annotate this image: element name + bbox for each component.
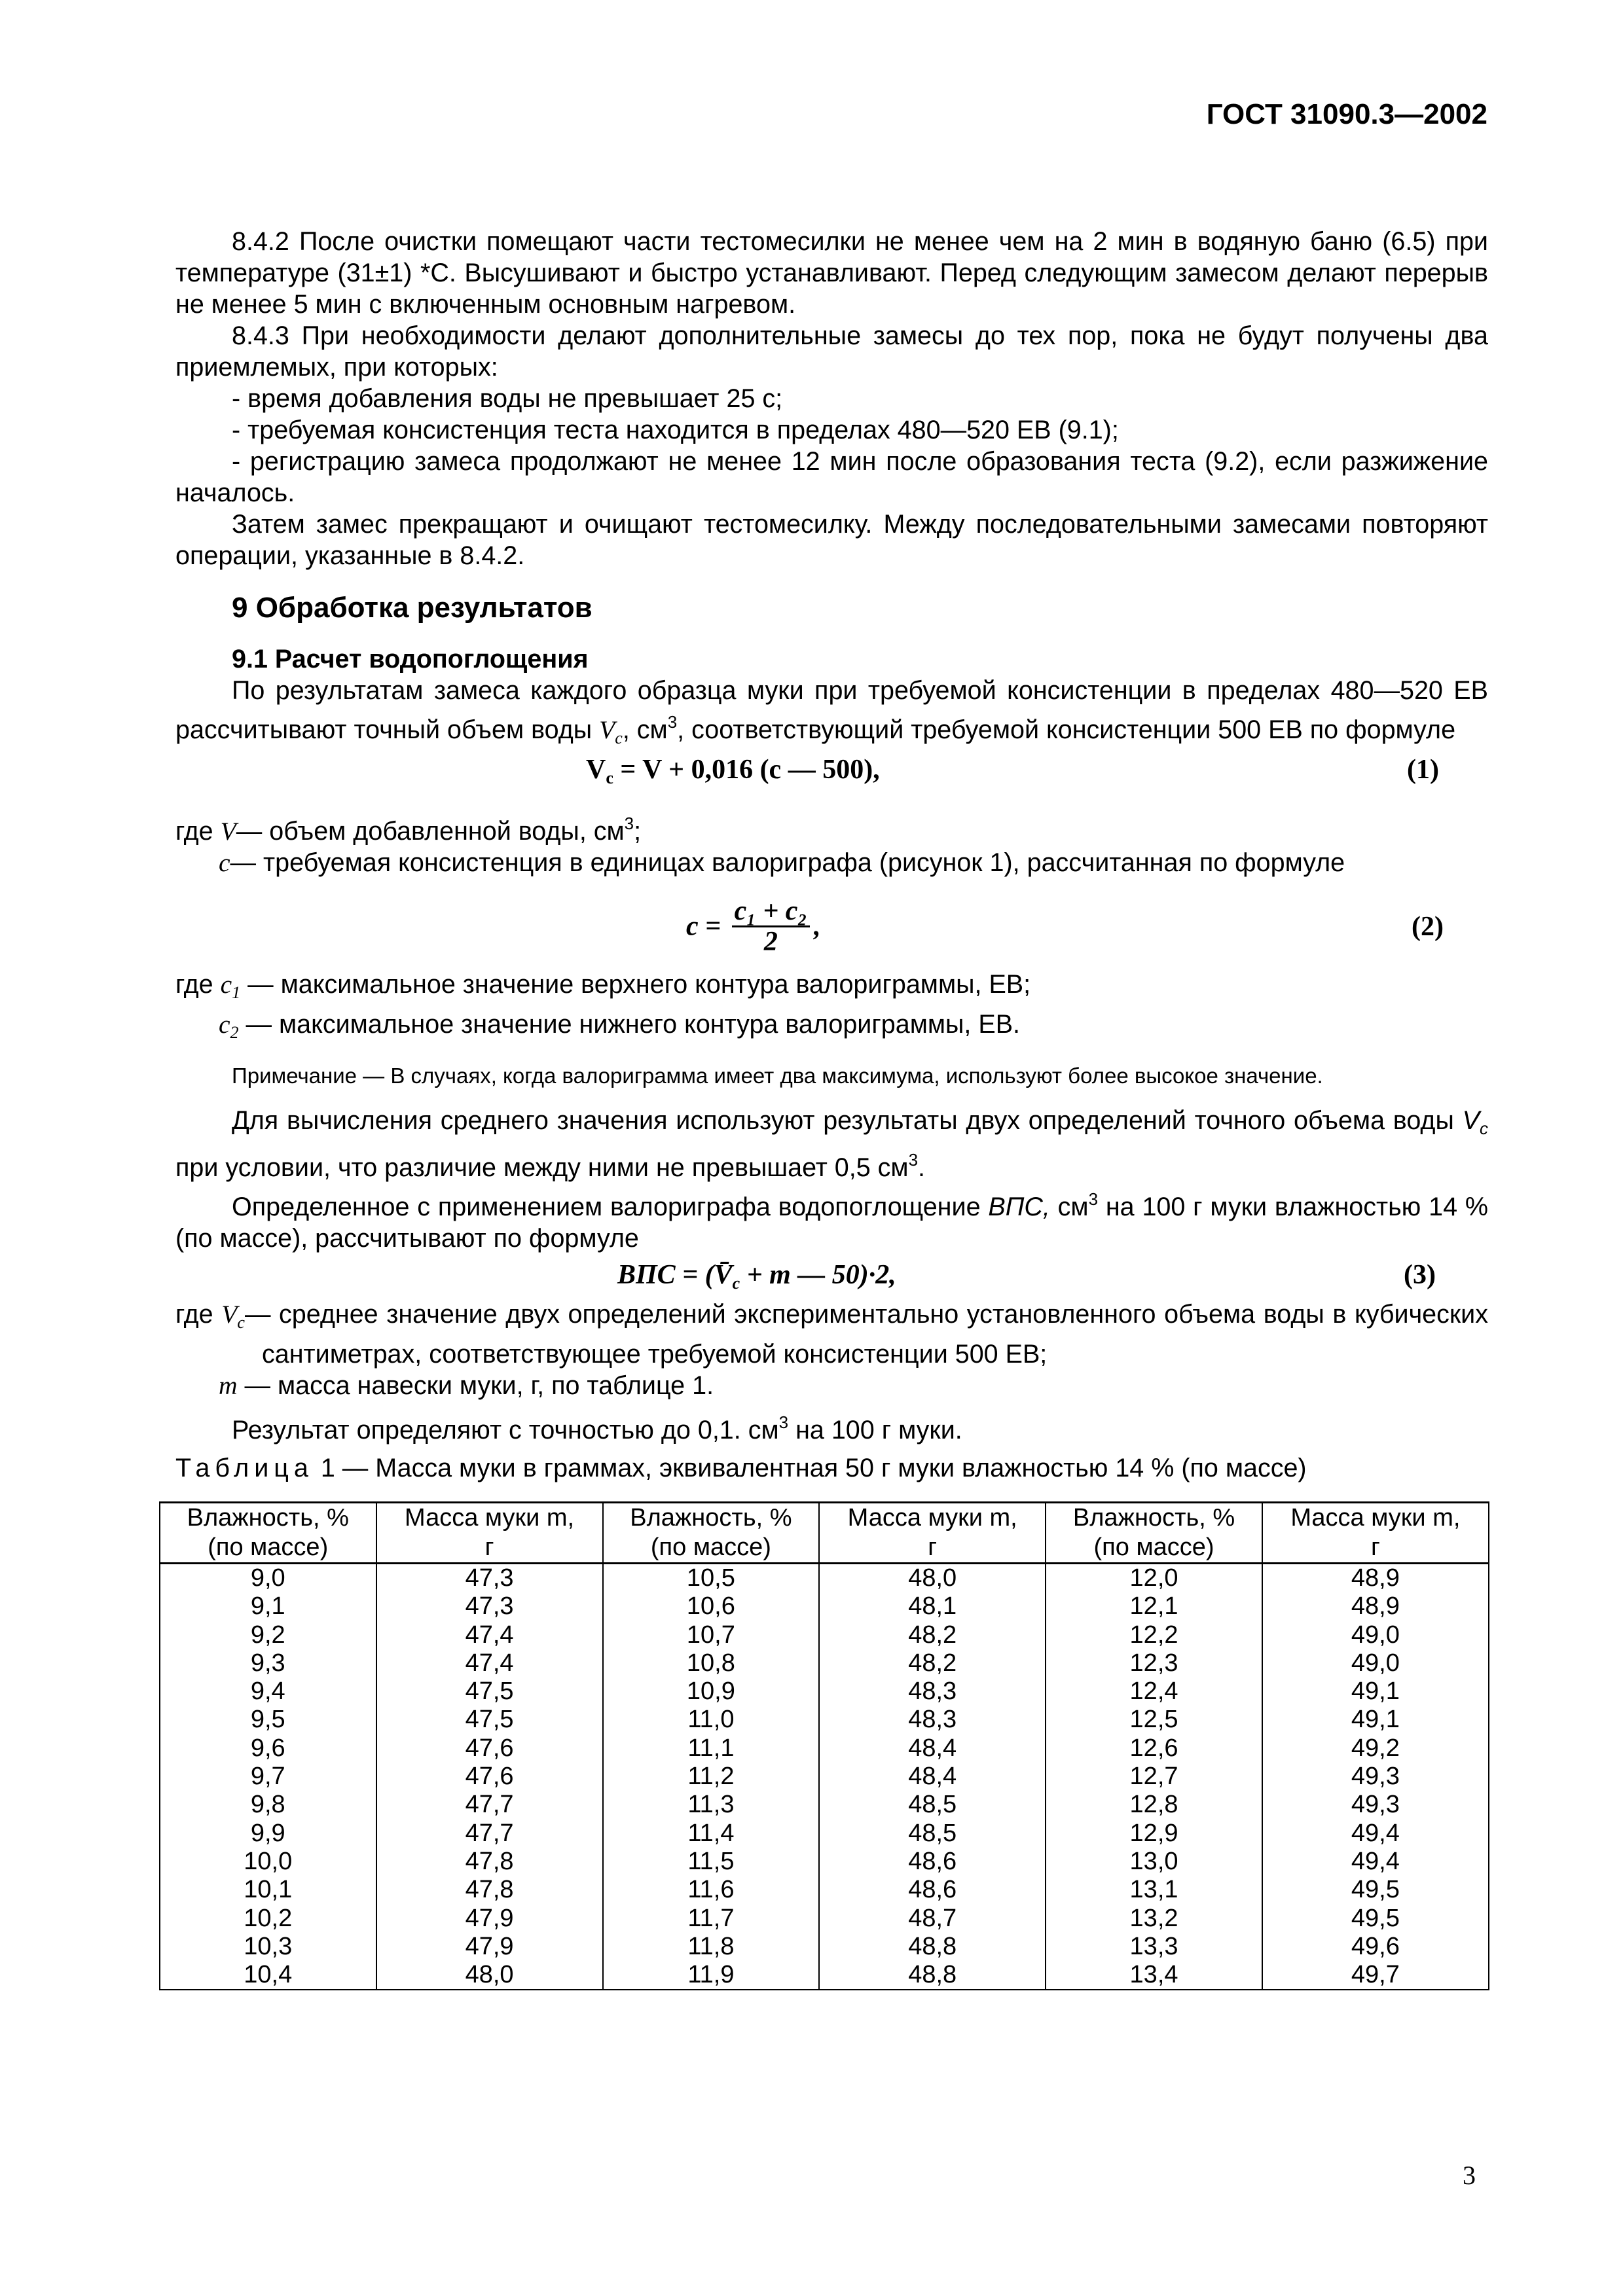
table-row bbox=[160, 1592, 1489, 1621]
table-cell: 10,1 bbox=[160, 1876, 376, 1904]
table-cell: 9,0 bbox=[160, 1564, 376, 1593]
table-cell: 48,4 bbox=[819, 1763, 1046, 1791]
table-row bbox=[160, 1649, 1489, 1677]
paragraph-mean: Для вычисления среднего значения используют результаты двух определений точного объема воды $V_c$ при условии, что различие между ними не превышает 0,5 $см^3$. bbox=[175, 1106, 1488, 1182]
table-cell: 48,0 bbox=[376, 1961, 603, 1990]
col-header: Масса муки m, г bbox=[1262, 1503, 1489, 1564]
col-header: Масса муки m, г bbox=[819, 1503, 1046, 1564]
table-cell: 48,9 bbox=[1262, 1564, 1489, 1593]
formula-3 bbox=[175, 1259, 1488, 1299]
col-header: Влажность, % (по массе) bbox=[1046, 1503, 1262, 1564]
table-cell: 12,1 bbox=[1046, 1592, 1262, 1621]
table-cell: 49,7 bbox=[1262, 1961, 1489, 1990]
table-cell: 49,3 bbox=[1262, 1763, 1489, 1791]
table-cell: 47,8 bbox=[376, 1848, 603, 1876]
table-cell: 11,7 bbox=[603, 1905, 820, 1933]
table-cell: 12,0 bbox=[1046, 1564, 1262, 1593]
table-cell: 10,0 bbox=[160, 1848, 376, 1876]
formula-1-expression: $V_c = V + 0,016$ (c — 500), bbox=[586, 755, 880, 787]
table-cell: 11,0 bbox=[603, 1706, 820, 1734]
table-cell: 13,1 bbox=[1046, 1876, 1262, 1904]
table-cell: 9,9 bbox=[160, 1820, 376, 1848]
table-cell: 48,6 bbox=[819, 1848, 1046, 1876]
table-cell: 10,9 bbox=[603, 1677, 820, 1706]
table-cell: 13,3 bbox=[1046, 1933, 1262, 1961]
table-cell: 9,5 bbox=[160, 1706, 376, 1734]
table-cell: 11,8 bbox=[603, 1933, 820, 1961]
formula-2-number: (2) bbox=[1412, 912, 1444, 942]
table-1 bbox=[159, 1501, 1489, 1990]
table-row bbox=[160, 1734, 1489, 1763]
table-row bbox=[160, 1848, 1489, 1876]
table-cell: 11,1 bbox=[603, 1734, 820, 1763]
table-cell: 47,3 bbox=[376, 1564, 603, 1593]
paragraph-8-4-2: 8.4.2 После очистки помещают части тестомесилки не менее чем на 2 мин в водяную баню (6.5) при температуре (31±1) *С. Высушивают и быстро устанавливают. Перед следующим замесом делают перерыв не менее 5 мин с включенным основным нагревом. bbox=[175, 227, 1488, 319]
table-cell: 48,5 bbox=[819, 1791, 1046, 1819]
table-row bbox=[160, 1621, 1489, 1649]
table-row bbox=[160, 1933, 1489, 1961]
table-cell: 12,2 bbox=[1046, 1621, 1262, 1649]
col-header: Масса муки m, г bbox=[376, 1503, 603, 1564]
formula-2 bbox=[175, 893, 1488, 965]
table-row bbox=[160, 1876, 1489, 1904]
table-row bbox=[160, 1677, 1489, 1706]
table-cell: 47,7 bbox=[376, 1791, 603, 1819]
table-cell: 48,4 bbox=[819, 1734, 1046, 1763]
formula-3-expression: ВПС = ($V̄_c + m$ — 50)·2, bbox=[617, 1260, 896, 1293]
where-c2: $c_2$ — максимальное значение нижнего контура валориграммы, ЕВ. bbox=[219, 1010, 1021, 1042]
table-cell: 9,4 bbox=[160, 1677, 376, 1706]
table-row bbox=[160, 1706, 1489, 1734]
table-cell: 48,6 bbox=[819, 1876, 1046, 1904]
table-cell: 49,6 bbox=[1262, 1933, 1489, 1961]
table-cell: 12,9 bbox=[1046, 1820, 1262, 1848]
table-cell: 12,8 bbox=[1046, 1791, 1262, 1819]
table-cell: 47,8 bbox=[376, 1876, 603, 1904]
table-cell: 48,9 bbox=[1262, 1592, 1489, 1621]
table-cell: 48,8 bbox=[819, 1933, 1046, 1961]
table-cell: 49,4 bbox=[1262, 1848, 1489, 1876]
table-cell: 11,4 bbox=[603, 1820, 820, 1848]
table-cell: 48,3 bbox=[819, 1706, 1046, 1734]
table-cell: 49,5 bbox=[1262, 1876, 1489, 1904]
table-cell: 47,5 bbox=[376, 1706, 603, 1734]
table-cell: 12,5 bbox=[1046, 1706, 1262, 1734]
table-cell: 47,3 bbox=[376, 1592, 603, 1621]
table-cell: 47,6 bbox=[376, 1734, 603, 1763]
table-cell: 10,3 bbox=[160, 1933, 376, 1961]
table-cell: 47,4 bbox=[376, 1621, 603, 1649]
table-cell: 47,9 bbox=[376, 1933, 603, 1961]
paragraph-8-4-3: 8.4.3 При необходимости делают дополнительные замесы до тех пор, пока не будут получены два приемлемых, при которых: bbox=[175, 321, 1488, 382]
table-cell: 47,4 bbox=[376, 1649, 603, 1677]
table-cell: 48,7 bbox=[819, 1905, 1046, 1933]
table-cell: 48,1 bbox=[819, 1592, 1046, 1621]
table-cell: 10,7 bbox=[603, 1621, 820, 1649]
formula-1 bbox=[175, 754, 1488, 793]
table-cell: 11,5 bbox=[603, 1848, 820, 1876]
table-cell: 49,0 bbox=[1262, 1621, 1489, 1649]
table-row bbox=[160, 1905, 1489, 1933]
table-row bbox=[160, 1564, 1489, 1593]
formula-3-number: (3) bbox=[1404, 1260, 1436, 1290]
table-cell: 49,5 bbox=[1262, 1905, 1489, 1933]
table-cell: 47,6 bbox=[376, 1763, 603, 1791]
table-cell: 9,6 bbox=[160, 1734, 376, 1763]
subsection-9-1-title: 9.1 Расчет водопоглощения bbox=[232, 645, 589, 673]
table-cell: 9,3 bbox=[160, 1649, 376, 1677]
table-cell: 13,0 bbox=[1046, 1848, 1262, 1876]
table-cell: 49,1 bbox=[1262, 1706, 1489, 1734]
section-9-title: 9 Обработка результатов bbox=[232, 592, 593, 624]
table-cell: 10,6 bbox=[603, 1592, 820, 1621]
col-header: Влажность, % (по массе) bbox=[160, 1503, 376, 1564]
where-c1: где $c_1$ — максимальное значение верхнего контура валориграммы, ЕВ; bbox=[175, 970, 1031, 1002]
formula-1-number: (1) bbox=[1407, 755, 1439, 785]
table-cell: 13,4 bbox=[1046, 1961, 1262, 1990]
table-cell: 11,2 bbox=[603, 1763, 820, 1791]
table-row bbox=[160, 1961, 1489, 1990]
table-cell: 9,1 bbox=[160, 1592, 376, 1621]
table-cell: 49,1 bbox=[1262, 1677, 1489, 1706]
table-cell: 48,2 bbox=[819, 1649, 1046, 1677]
paragraph-then: Затем замес прекращают и очищают тестомесилку. Между последовательными замесами повторяют операции, указанные в 8.4.2. bbox=[175, 510, 1488, 570]
where-m: m — масса навески муки, г, по таблице 1. bbox=[219, 1371, 714, 1400]
table-cell: 10,2 bbox=[160, 1905, 376, 1933]
table-cell: 9,8 bbox=[160, 1791, 376, 1819]
formula-2-expression: c = $\frac{\text{c₁ + c₂}}{2}$ , bbox=[686, 896, 821, 957]
table-cell: 9,7 bbox=[160, 1763, 376, 1791]
document-header-id: ГОСТ 31090.3—2002 bbox=[1206, 98, 1487, 130]
bullet-item: - регистрацию замеса продолжают не менее 12 мин после образования теста (9.2), если разжижение началось. bbox=[175, 447, 1488, 507]
table-cell: 10,8 bbox=[603, 1649, 820, 1677]
where-vc: где $V_c—$ среднее значение двух определений экспериментально установленного объема воды в кубических сантиметрах, соответствующее требуемой консистенции 500 ЕВ; bbox=[175, 1300, 1488, 1369]
table-header-row bbox=[160, 1503, 1489, 1564]
table-cell: 49,3 bbox=[1262, 1791, 1489, 1819]
where-c: c— требуемая консистенция в единицах валориграфа (рисунок 1), рассчитанная по формуле bbox=[219, 848, 1345, 877]
table-cell: 10,4 bbox=[160, 1961, 376, 1990]
table-cell: 48,3 bbox=[819, 1677, 1046, 1706]
table-cell: 11,9 bbox=[603, 1961, 820, 1990]
table-cell: 12,3 bbox=[1046, 1649, 1262, 1677]
table-cell: 11,6 bbox=[603, 1876, 820, 1904]
col-header: Влажность, % (по массе) bbox=[603, 1503, 820, 1564]
table-row bbox=[160, 1791, 1489, 1819]
table-cell: 47,5 bbox=[376, 1677, 603, 1706]
table-cell: 12,4 bbox=[1046, 1677, 1262, 1706]
table-cell: 48,8 bbox=[819, 1961, 1046, 1990]
where-v: где V— объем добавленной воды, $см^3$; bbox=[175, 814, 642, 846]
table-cell: 47,7 bbox=[376, 1820, 603, 1848]
table-cell: 49,4 bbox=[1262, 1820, 1489, 1848]
table-cell: 47,9 bbox=[376, 1905, 603, 1933]
table-cell: 48,5 bbox=[819, 1820, 1046, 1848]
paragraph-9-1: По результатам замеса каждого образца муки при требуемой консистенции в пределах 480—520 ЕВ рассчитывают точный объем воды $V_c$, $см^3$, соответствующий требуемой консистенции 500 ЕВ по формуле bbox=[175, 676, 1488, 747]
note: Примечание — В случаях, когда валориграмма имеет два максимума, используют более высокое значение. bbox=[232, 1064, 1323, 1088]
document-body bbox=[175, 226, 1488, 1484]
table-cell: 9,2 bbox=[160, 1621, 376, 1649]
page-number: 3 bbox=[1463, 2161, 1476, 2190]
table-cell: 48,0 bbox=[819, 1564, 1046, 1593]
table-cell: 10,5 bbox=[603, 1564, 820, 1593]
paragraph-vps: Определенное с применением валориграфа водопоглощение ВПС, $см^3$ на 100 г муки влажностью 14 % (по массе), рассчитывают по формуле bbox=[175, 1189, 1488, 1253]
table-cell: 12,7 bbox=[1046, 1763, 1262, 1791]
table-cell: 13,2 bbox=[1046, 1905, 1262, 1933]
bullet-item: - время добавления воды не превышает 25 с; bbox=[232, 384, 783, 413]
bullet-item: - требуемая консистенция теста находится в пределах 480—520 ЕВ (9.1); bbox=[232, 416, 1119, 444]
table-1-caption: Таблица 1 — Масса муки в граммах, эквивалентная 50 г муки влажностью 14 % (по массе) bbox=[175, 1454, 1307, 1482]
table-cell: 48,2 bbox=[819, 1621, 1046, 1649]
table-row bbox=[160, 1763, 1489, 1791]
table-row bbox=[160, 1820, 1489, 1848]
table-cell: 49,0 bbox=[1262, 1649, 1489, 1677]
paragraph-result: Результат определяют с точностью до 0,1. $см^3$ на 100 г муки. bbox=[232, 1412, 962, 1444]
table-cell: 11,3 bbox=[603, 1791, 820, 1819]
table-cell: 49,2 bbox=[1262, 1734, 1489, 1763]
table-cell: 12,6 bbox=[1046, 1734, 1262, 1763]
